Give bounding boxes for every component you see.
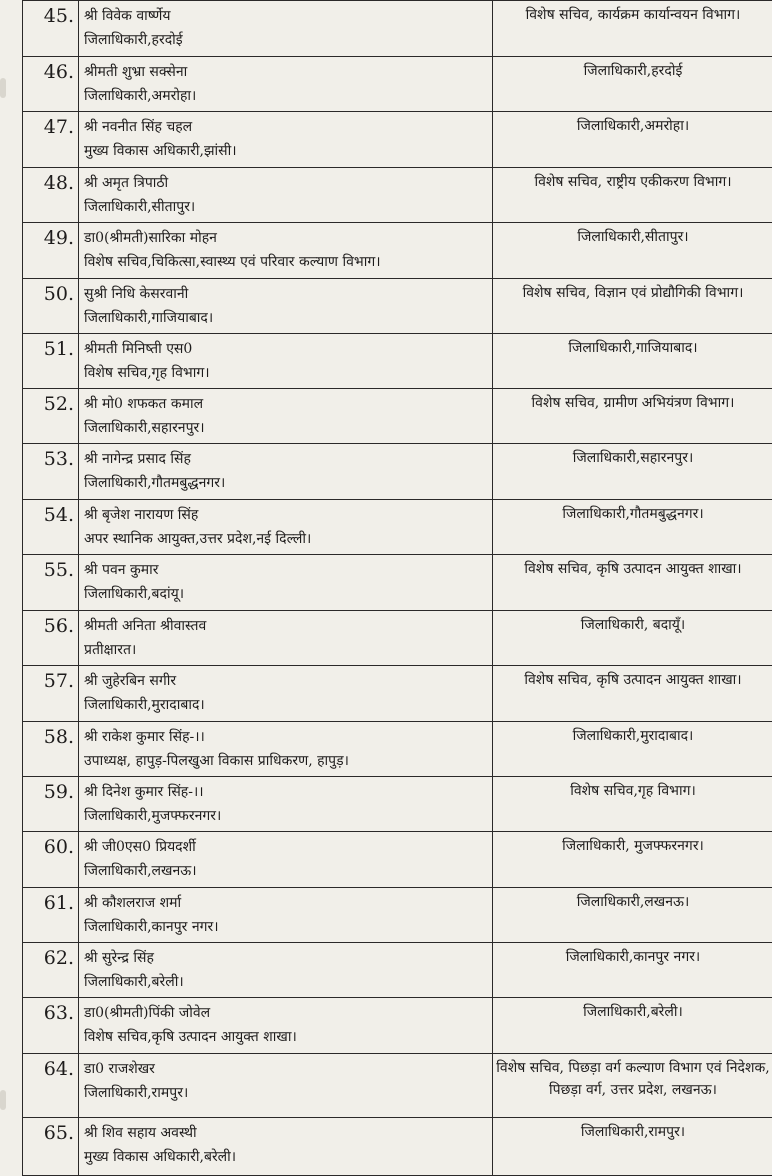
officer-cell bbox=[79, 888, 493, 943]
new-posting: विशेष सचिव, कृषि उत्पादन आयुक्त शाखा। bbox=[496, 558, 770, 580]
serial-number: 47. bbox=[23, 112, 79, 168]
new-posting-cell bbox=[493, 1054, 772, 1118]
transfer-list-table bbox=[22, 0, 772, 1176]
current-post: जिलाधिकारी,रामपुर। bbox=[84, 1081, 492, 1105]
serial-number: 62. bbox=[23, 943, 79, 998]
table-row bbox=[23, 722, 772, 777]
table-row bbox=[23, 57, 772, 112]
officer-cell bbox=[79, 1118, 493, 1176]
current-post: जिलाधिकारी,बदांयू। bbox=[84, 582, 492, 606]
serial-number: 52. bbox=[23, 389, 79, 444]
new-posting: विशेष सचिव, विज्ञान एवं प्रोद्यौगिकी विभाग। bbox=[496, 282, 770, 304]
serial-number: 58. bbox=[23, 722, 79, 777]
officer-cell bbox=[79, 777, 493, 832]
officer-name: श्रीमती मिनिष्ती एस0 bbox=[84, 337, 492, 361]
current-post: मुख्य विकास अधिकारी,बरेली। bbox=[84, 1145, 492, 1169]
binder-hole-mark bbox=[0, 1090, 6, 1110]
new-posting: जिलाधिकारी,गौतमबुद्धनगर। bbox=[496, 503, 770, 525]
table-row bbox=[23, 389, 772, 444]
table-row bbox=[23, 666, 772, 722]
new-posting: जिलाधिकारी,गाजियाबाद। bbox=[496, 337, 770, 359]
officer-name: श्री जुहेरबिन सगीर bbox=[84, 669, 492, 693]
table-row bbox=[23, 998, 772, 1054]
new-posting-cell bbox=[493, 1118, 772, 1176]
new-posting-cell bbox=[493, 223, 772, 279]
serial-number: 61. bbox=[23, 888, 79, 943]
current-post: जिलाधिकारी,बरेली। bbox=[84, 970, 492, 994]
officer-cell bbox=[79, 722, 493, 777]
serial-number: 53. bbox=[23, 444, 79, 500]
current-post: विशेष सचिव,कृषि उत्पादन आयुक्त शाखा। bbox=[84, 1025, 492, 1049]
table-row bbox=[23, 832, 772, 888]
binder-hole-mark bbox=[0, 78, 6, 98]
current-post: जिलाधिकारी,लखनऊ। bbox=[84, 859, 492, 883]
new-posting: जिलाधिकारी,अमरोहा। bbox=[496, 115, 770, 137]
new-posting-cell bbox=[493, 168, 772, 223]
table-row bbox=[23, 279, 772, 334]
new-posting: जिलाधिकारी,बरेली। bbox=[496, 1001, 770, 1023]
current-post: जिलाधिकारी,हरदोई bbox=[84, 28, 492, 52]
table-row bbox=[23, 1118, 772, 1176]
current-post: प्रतीक्षारत। bbox=[84, 638, 492, 662]
serial-number: 46. bbox=[23, 57, 79, 112]
table-row bbox=[23, 943, 772, 998]
officer-cell bbox=[79, 555, 493, 611]
new-posting: विशेष सचिव,गृह विभाग। bbox=[496, 780, 770, 802]
new-posting-cell bbox=[493, 722, 772, 777]
serial-number: 56. bbox=[23, 611, 79, 666]
table-row bbox=[23, 444, 772, 500]
officer-name: श्री दिनेश कुमार सिंह-।। bbox=[84, 780, 492, 804]
table-row bbox=[23, 777, 772, 832]
new-posting: जिलाधिकारी, बदायूँ। bbox=[496, 614, 770, 636]
new-posting-cell bbox=[493, 943, 772, 998]
officer-name: श्रीमती शुभ्रा सक्सेना bbox=[84, 60, 492, 84]
officer-cell bbox=[79, 334, 493, 389]
new-posting-cell bbox=[493, 57, 772, 112]
serial-number: 63. bbox=[23, 998, 79, 1054]
officer-name: श्री राकेश कुमार सिंह-।। bbox=[84, 725, 492, 749]
new-posting: जिलाधिकारी,कानपुर नगर। bbox=[496, 946, 770, 968]
officer-cell bbox=[79, 666, 493, 722]
officer-name: सुश्री निधि केसरवानी bbox=[84, 282, 492, 306]
officer-cell bbox=[79, 57, 493, 112]
new-posting: विशेष सचिव, कृषि उत्पादन आयुक्त शाखा। bbox=[496, 669, 770, 691]
current-post: जिलाधिकारी,अमरोहा। bbox=[84, 84, 492, 108]
table-row bbox=[23, 334, 772, 389]
new-posting: विशेष सचिव, कार्यक्रम कार्यान्वयन विभाग। bbox=[496, 4, 770, 26]
new-posting: विशेष सचिव, ग्रामीण अभियंत्रण विभाग। bbox=[496, 392, 770, 414]
officer-name: श्री नवनीत सिंह चहल bbox=[84, 115, 492, 139]
new-posting: जिलाधिकारी,लखनऊ। bbox=[496, 891, 770, 913]
current-post: विशेष सचिव,चिकित्सा,स्वास्थ्य एवं परिवार कल्याण विभाग। bbox=[84, 250, 492, 274]
serial-number: 59. bbox=[23, 777, 79, 832]
table-row bbox=[23, 500, 772, 555]
current-post: जिलाधिकारी,सहारनपुर। bbox=[84, 416, 492, 440]
officer-cell bbox=[79, 389, 493, 444]
table-row bbox=[23, 168, 772, 223]
current-post: उपाध्यक्ष, हापुड़-पिलखुआ विकास प्राधिकरण, हापुड़। bbox=[84, 749, 492, 773]
officer-name: श्री शिव सहाय अवस्थी bbox=[84, 1121, 492, 1145]
new-posting-cell bbox=[493, 888, 772, 943]
new-posting-cell bbox=[493, 998, 772, 1054]
serial-number: 60. bbox=[23, 832, 79, 888]
new-posting: जिलाधिकारी, मुजफ्फरनगर। bbox=[496, 835, 770, 857]
officer-name: डा0(श्रीमती)पिंकी जोवेल bbox=[84, 1001, 492, 1025]
officer-cell bbox=[79, 112, 493, 168]
officer-name: डा0 राजशेखर bbox=[84, 1057, 492, 1081]
new-posting: जिलाधिकारी,सीतापुर। bbox=[496, 226, 770, 248]
officer-name: श्रीमती अनिता श्रीवास्तव bbox=[84, 614, 492, 638]
new-posting: विशेष सचिव, पिछड़ा वर्ग कल्याण विभाग एवं निदेशक, पिछड़ा वर्ग, उत्तर प्रदेश, लखनऊ। bbox=[496, 1057, 770, 1101]
transfer-list-body bbox=[23, 1, 772, 1176]
new-posting: विशेष सचिव, राष्ट्रीय एकीकरण विभाग। bbox=[496, 171, 770, 193]
serial-number: 49. bbox=[23, 223, 79, 279]
new-posting-cell bbox=[493, 389, 772, 444]
officer-name: श्री कौशलराज शर्मा bbox=[84, 891, 492, 915]
serial-number: 57. bbox=[23, 666, 79, 722]
officer-cell bbox=[79, 279, 493, 334]
current-post: मुख्य विकास अधिकारी,झांसी। bbox=[84, 139, 492, 163]
serial-number: 65. bbox=[23, 1118, 79, 1176]
new-posting-cell bbox=[493, 666, 772, 722]
table-row bbox=[23, 555, 772, 611]
officer-name: श्री विवेक वार्ष्णेय bbox=[84, 4, 492, 28]
new-posting-cell bbox=[493, 611, 772, 666]
serial-number: 50. bbox=[23, 279, 79, 334]
current-post: जिलाधिकारी,मुरादाबाद। bbox=[84, 693, 492, 717]
officer-cell bbox=[79, 943, 493, 998]
officer-cell bbox=[79, 832, 493, 888]
serial-number: 48. bbox=[23, 168, 79, 223]
new-posting: जिलाधिकारी,हरदोई bbox=[496, 60, 770, 82]
new-posting-cell bbox=[493, 555, 772, 611]
table-row bbox=[23, 1, 772, 57]
new-posting-cell bbox=[493, 112, 772, 168]
officer-name: श्री बृजेश नारायण सिंह bbox=[84, 503, 492, 527]
officer-cell bbox=[79, 223, 493, 279]
officer-cell bbox=[79, 444, 493, 500]
officer-name: श्री जी0एस0 प्रियदर्शी bbox=[84, 835, 492, 859]
serial-number: 54. bbox=[23, 500, 79, 555]
officer-cell bbox=[79, 1054, 493, 1118]
officer-name: श्री सुरेन्द्र सिंह bbox=[84, 946, 492, 970]
officer-name: श्री नागेन्द्र प्रसाद सिंह bbox=[84, 447, 492, 471]
officer-cell bbox=[79, 1, 493, 57]
officer-name: श्री मो0 शफकत कमाल bbox=[84, 392, 492, 416]
officer-cell bbox=[79, 611, 493, 666]
officer-cell bbox=[79, 500, 493, 555]
new-posting: जिलाधिकारी,मुरादाबाद। bbox=[496, 725, 770, 747]
current-post: जिलाधिकारी,गौतमबुद्धनगर। bbox=[84, 471, 492, 495]
serial-number: 51. bbox=[23, 334, 79, 389]
officer-name: डा0(श्रीमती)सारिका मोहन bbox=[84, 226, 492, 250]
new-posting-cell bbox=[493, 334, 772, 389]
new-posting-cell bbox=[493, 777, 772, 832]
serial-number: 55. bbox=[23, 555, 79, 611]
new-posting-cell bbox=[493, 1, 772, 57]
officer-cell bbox=[79, 998, 493, 1054]
current-post: जिलाधिकारी,कानपुर नगर। bbox=[84, 915, 492, 939]
table-row bbox=[23, 611, 772, 666]
officer-name: श्री अमृत त्रिपाठी bbox=[84, 171, 492, 195]
new-posting-cell bbox=[493, 500, 772, 555]
table-row bbox=[23, 1054, 772, 1118]
officer-name: श्री पवन कुमार bbox=[84, 558, 492, 582]
officer-cell bbox=[79, 168, 493, 223]
current-post: जिलाधिकारी,सीतापुर। bbox=[84, 195, 492, 219]
new-posting-cell bbox=[493, 444, 772, 500]
current-post: अपर स्थानिक आयुक्त,उत्तर प्रदेश,नई दिल्ली। bbox=[84, 527, 492, 551]
new-posting-cell bbox=[493, 832, 772, 888]
new-posting: जिलाधिकारी,रामपुर। bbox=[496, 1121, 770, 1143]
table-row bbox=[23, 223, 772, 279]
current-post: जिलाधिकारी,मुजफ्फरनगर। bbox=[84, 804, 492, 828]
table-row bbox=[23, 888, 772, 943]
new-posting: जिलाधिकारी,सहारनपुर। bbox=[496, 447, 770, 469]
current-post: जिलाधिकारी,गाजियाबाद। bbox=[84, 306, 492, 330]
current-post: विशेष सचिव,गृह विभाग। bbox=[84, 361, 492, 385]
new-posting-cell bbox=[493, 279, 772, 334]
table-row bbox=[23, 112, 772, 168]
serial-number: 64. bbox=[23, 1054, 79, 1118]
serial-number: 45. bbox=[23, 1, 79, 57]
